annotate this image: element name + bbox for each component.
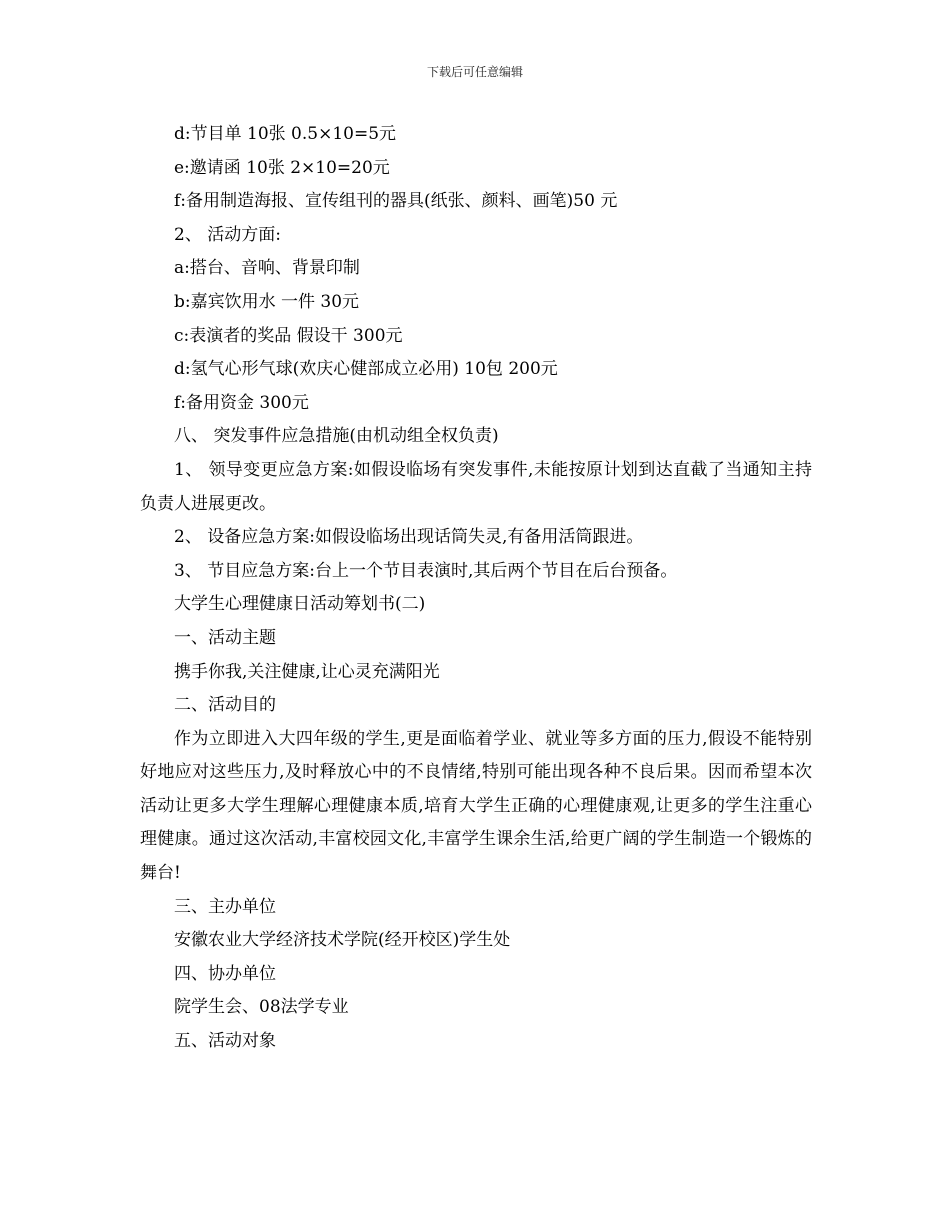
text-line: f:备用资金 300元 xyxy=(174,392,309,413)
text-line: 3、 节目应急方案:台上一个节目表演时,其后两个节目在后台预备。 xyxy=(174,560,678,581)
page-header: 下载后可任意编辑 xyxy=(426,65,523,79)
section-heading: 三、主办单位 xyxy=(174,896,276,917)
text-line: 2、 活动方面: xyxy=(174,224,281,245)
text-line: 2、 设备应急方案:如假设临场出现话筒失灵,有备用活筒跟进。 xyxy=(174,527,644,548)
text-line: d:氢气心形气球(欢庆心健部成立必用) 10包 200元 xyxy=(174,359,558,380)
section-heading: 一、活动主题 xyxy=(174,627,276,648)
document-subtitle: 大学生心理健康日活动筹划书(二) xyxy=(174,594,426,615)
section-heading: 八、 突发事件应急措施(由机动组全权负责) xyxy=(174,426,499,447)
text-line: a:搭台、音响、背景印制 xyxy=(174,258,360,279)
text-line: f:备用制造海报、宣传组刊的器具(纸张、颜料、画笔)50 元 xyxy=(174,191,618,212)
document-body xyxy=(140,118,812,1059)
paragraph: 作为立即进入大四年级的学生,更是面临着学业、就业等多方面的压力,假设不能特别好地应对这些压力,及时释放心中的不良情绪,特别可能出现各种不良后果。因而希望本次活动让更多大学生理解心理健康本质,培育大学生正确的心理健康观,让更多的学生注重心理健康。通过这次活动,丰富校园文化,丰富学生课余生活,给更广阔的学生制造一个锻炼的舞台! xyxy=(140,728,812,884)
text-line: 携手你我,关注健康,让心灵充满阳光 xyxy=(174,661,440,682)
text-line: b:嘉宾饮用水 一件 30元 xyxy=(174,291,360,312)
section-heading: 五、活动对象 xyxy=(174,1031,276,1052)
section-heading: 二、活动目的 xyxy=(174,695,276,716)
text-line: 安徽农业大学经济技术学院(经开校区)学生处 xyxy=(174,930,511,951)
section-heading: 四、协办单位 xyxy=(174,963,276,984)
text-line: c:表演者的奖品 假设干 300元 xyxy=(174,325,403,346)
text-line: d:节目单 10张 0.5×10=5元 xyxy=(174,124,397,144)
text-line: 院学生会、08法学专业 xyxy=(174,997,349,1018)
paragraph: 1、 领导变更应急方案:如假设临场有突发事件,未能按原计划到达直截了当通知主持负责人进展更改。 xyxy=(140,459,812,514)
text-line: e:邀请函 10张 2×10=20元 xyxy=(174,157,390,178)
